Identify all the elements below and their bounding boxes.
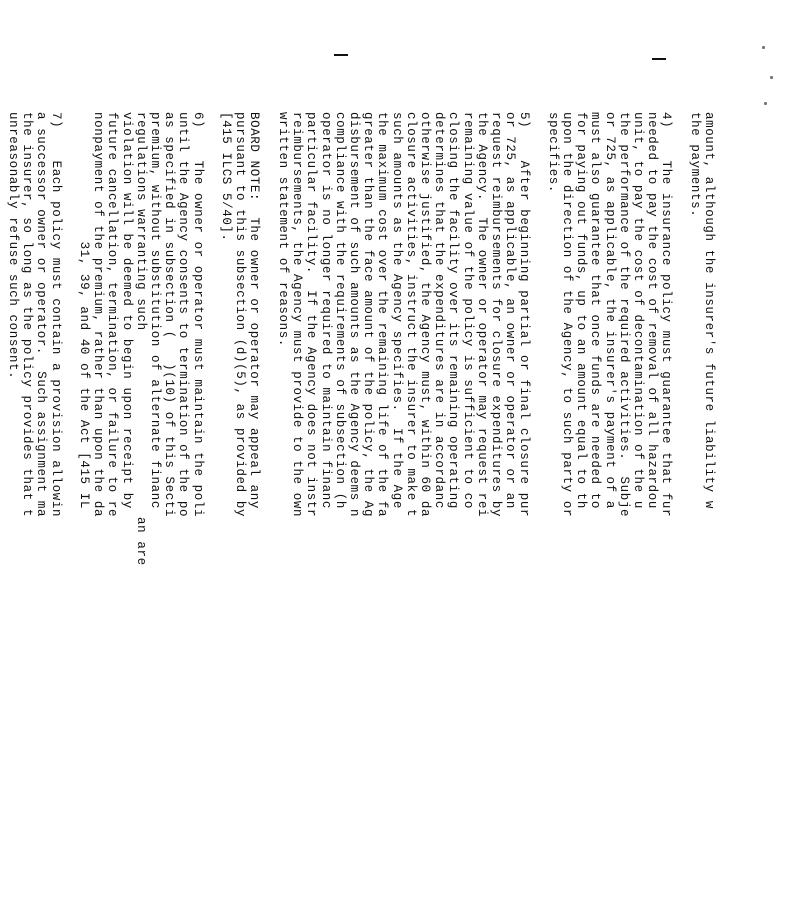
document-line: 31, 39, and 40 of the Act [415 IL: [77, 112, 92, 509]
blank-line: [0, 112, 6, 902]
document-line: the performance of the required activities. Subje: [616, 112, 631, 518]
document-line: 5) After beginning partial or final closure pur: [517, 112, 532, 518]
document-line: otherwise justified, the Agency must, within 60 da: [417, 112, 432, 518]
document-line: request reimbursements for closure expenditures by: [488, 112, 503, 518]
blank-line: [205, 112, 219, 902]
document-line: upon the direction of the Agency, to such party or: [559, 112, 574, 518]
document-line: reimbursements, the Agency must provide to the own: [290, 112, 305, 518]
document-line: the insurer, so long as the policy provides that t: [20, 112, 35, 518]
document-line: or 725, as applicable, an owner or operator or an: [503, 112, 518, 509]
document-line: written statement of reasons.: [275, 112, 290, 347]
document-text-body: [0, 112, 716, 902]
document-line: unit, to pay the cost of decontamination of the u: [630, 112, 645, 509]
blank-line: [262, 112, 276, 902]
document-line: a successor owner or operator. Such assignment ma: [34, 112, 49, 518]
blank-line: [673, 112, 687, 902]
document-line: regulations warranting such an are: [133, 112, 148, 566]
document-line: nonpayment of the premium, rather than upon the da: [91, 112, 106, 518]
document-line: such amounts as the Agency specifies. If the Age: [389, 112, 404, 509]
document-line: 6) The owner or operator must maintain the poli: [190, 112, 205, 518]
document-line: greater than the face amount of the policy, the Ag: [361, 112, 376, 518]
document-line: unreasonably refuse such consent.: [6, 112, 21, 380]
document-line: until the Agency consents to termination of the po: [176, 112, 191, 518]
document-line: [415 ILCS 5/40].: [219, 112, 234, 242]
document-line: amount, although the insurer's future liability w: [702, 112, 716, 509]
document-line: needed to pay the cost of removal of all hazardou: [645, 112, 660, 509]
document-line: determines that the expenditures are in accordanc: [432, 112, 447, 509]
blank-line: [531, 112, 545, 902]
document-line: the maximum cost over the remaining life of the fa: [375, 112, 390, 518]
document-line: particular facility. If the Agency does not instr: [304, 112, 319, 518]
document-line: the Agency. The owner or operator may request rei: [474, 112, 489, 518]
document-line: closure activities, instruct the insurer to make t: [403, 112, 418, 518]
blank-line: [63, 112, 77, 902]
document-line: violation will be deemed to begin upon receipt by: [119, 112, 134, 509]
document-line: for paying out funds, up to an amount equal to th: [574, 112, 589, 509]
document-line: BOARD NOTE: The owner or operator may appeal any: [247, 112, 262, 509]
document-line: pursuant to this subsection (d)(5), as provided by: [233, 112, 248, 518]
document-line: compliance with the requirements of subsection (h: [332, 112, 347, 509]
document-line: specifies.: [545, 112, 560, 194]
document-line: remaining value of the policy is sufficient to co: [460, 112, 475, 509]
document-line: 4) The insurance policy must guarantee that fur: [659, 112, 674, 518]
document-line: or 725, as applicable, the insurer's payment of a: [602, 112, 617, 509]
document-line: operator is no longer required to maintain financ: [318, 112, 333, 509]
document-line: must also guarantee that once funds are needed to: [588, 112, 603, 509]
document-line: future cancellation, termination, or failure to re: [105, 112, 120, 518]
document-line: the payments.: [687, 112, 702, 218]
document-line: premium, without substitution of alternate financ: [148, 112, 163, 509]
document-line: 7) Each policy must contain a provision allowin: [48, 112, 63, 518]
document-line: as specified in subsection ( )(10) of this Secti: [162, 112, 177, 518]
document-line: closing the facility over its remaining operating: [446, 112, 461, 509]
document-line: disbursement of such amounts as the Agency deems n: [346, 112, 361, 518]
